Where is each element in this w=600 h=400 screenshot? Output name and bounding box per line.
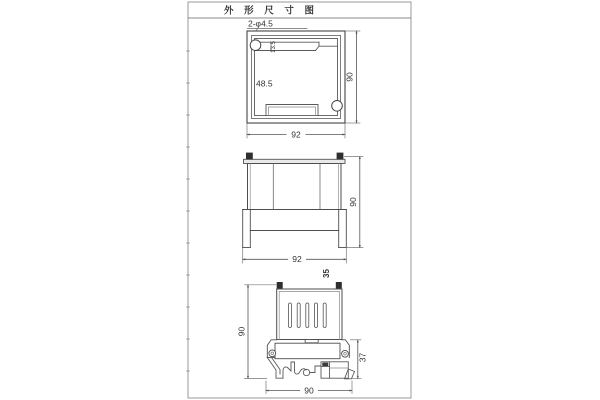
front-view-height-dimension	[345, 157, 364, 248]
side-tab-left	[277, 282, 283, 289]
top-view-hole-label: 2-φ4.5	[248, 18, 273, 29]
side-view-height-dimension	[237, 285, 276, 379]
side-view-lower-height-dim: 37	[357, 352, 368, 363]
front-view-height-dim: 90	[348, 197, 358, 207]
side-tab-right	[336, 282, 342, 289]
top-view	[247, 19, 360, 140]
top-view-notch-dim: 13.5	[271, 41, 277, 53]
front-view-width-dimension	[243, 249, 347, 265]
top-view-cavity-dim: 48.5	[256, 78, 273, 89]
top-view-width-dim: 92	[291, 129, 301, 140]
side-view-lower-height-dimension	[350, 340, 367, 379]
top-view-height-dim: 90	[344, 72, 355, 82]
mounting-hole-top-left	[250, 40, 261, 51]
screw-hole-left	[269, 350, 276, 357]
side-view-rail-width-dim: 90	[304, 385, 314, 396]
side-view-height-dim: 90	[236, 326, 247, 337]
front-view-depth-dim: 35	[322, 269, 331, 278]
mounting-hole-bottom-right	[332, 101, 343, 112]
screw-hole-right	[342, 350, 349, 357]
top-view-height-dimension	[345, 31, 361, 123]
front-view-width-dim: 92	[292, 254, 302, 265]
front-view	[243, 153, 363, 278]
din-rail-clip	[267, 358, 354, 379]
front-tab-left	[246, 153, 253, 160]
side-view-rail-width-dimension	[266, 381, 352, 395]
front-view-base	[243, 210, 347, 248]
terminal-block	[267, 340, 349, 359]
top-view-width-dimension	[247, 124, 345, 139]
front-tab-right	[337, 153, 344, 160]
side-view	[237, 282, 368, 395]
page-title: 外 形 尺 寸 图	[223, 5, 319, 17]
